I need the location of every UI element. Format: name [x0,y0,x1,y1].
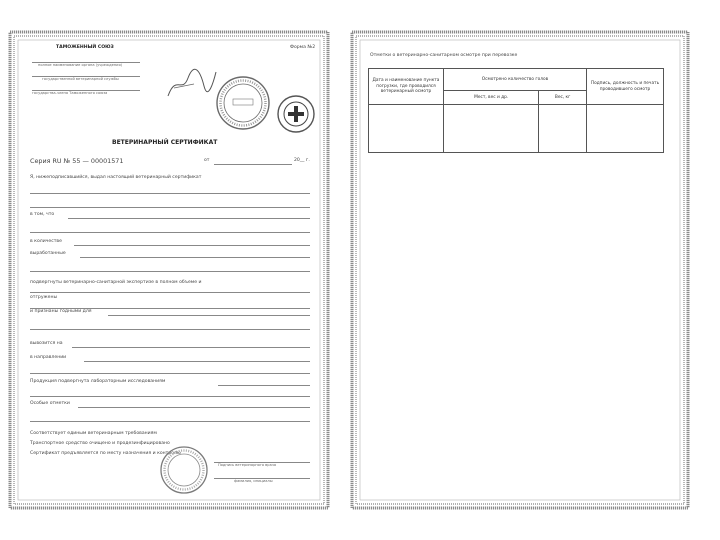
emblem-stamp-icon [276,94,316,134]
table-cell [369,105,444,153]
signature-sub: фамилия, инициалы [234,479,273,483]
series-number: Серия RU № 55 — 00001571 [30,157,124,165]
table-cell [539,105,587,153]
body-line-6: отгружены [30,295,58,300]
authority-line-3: государства-члена Таможенного союза [32,91,108,95]
round-stamp-icon [214,74,272,132]
col-count-group: Осмотрено количество голов [444,69,587,91]
col-weight: Вес, кг [539,91,587,105]
certificate-title: ВЕТЕРИНАРНЫЙ СЕРТИФИКАТ [112,139,218,146]
inspection-heading: Отметки о ветеринарно-санитарном осмотре при перевозке [370,53,518,58]
body-line-5: подвергнуты ветеринарно-санитарной экспертизе в полном объеме и [30,280,202,285]
certificate-back-page [350,30,690,510]
body-line-1: Я, нижеподписавшийся, выдал настоящий ветеринарный сертификат [30,175,202,180]
round-stamp-icon [158,444,210,496]
body-line-9: в направлении [30,355,67,360]
footer-line-2: Транспортное средство очищено и продезинфицировано [30,441,170,446]
authority-line-1: полное наименование органа (учреждения) [38,63,123,67]
signature-scribble-icon [164,66,220,102]
body-line-11: Особые отметки [30,401,70,406]
footer-line-3: Сертификат предъявляется по месту назначения и контролю [30,451,181,456]
authority-line-2: государственной ветеринарной службы [42,77,119,81]
certificate-front-page [8,30,330,510]
body-line-10: Продукция подвергнута лабораторным исследованиям [30,379,166,384]
body-line-8: вывозится на [30,341,63,346]
col-date-place: Дата и наименование пункта погрузки, где проводился ветеринарный осмотр [369,69,444,105]
body-line-4: выработанные [30,251,66,256]
body-line-2: в том, что [30,212,55,217]
inspection-table [368,68,664,153]
col-places: Мест, вес и др. [444,91,539,105]
body-line-3: в количестве [30,239,62,244]
form-number: Форма №2 [290,45,316,50]
signature-caption: Подпись ветеринарного врача [218,463,277,467]
table-cell [587,105,664,153]
authority-name: ТАМОЖЕННЫЙ СОЮЗ [56,45,114,50]
footer-line-1: Соответствует единым ветеринарным требованиям [30,431,157,436]
table-cell [444,105,539,153]
date-prefix: от [204,158,210,163]
date-year: 20__ г. [294,158,310,163]
body-line-7: и признаны годными для [30,309,92,314]
col-signature: Подпись, должность и печать проводившего осмотр [587,69,664,105]
